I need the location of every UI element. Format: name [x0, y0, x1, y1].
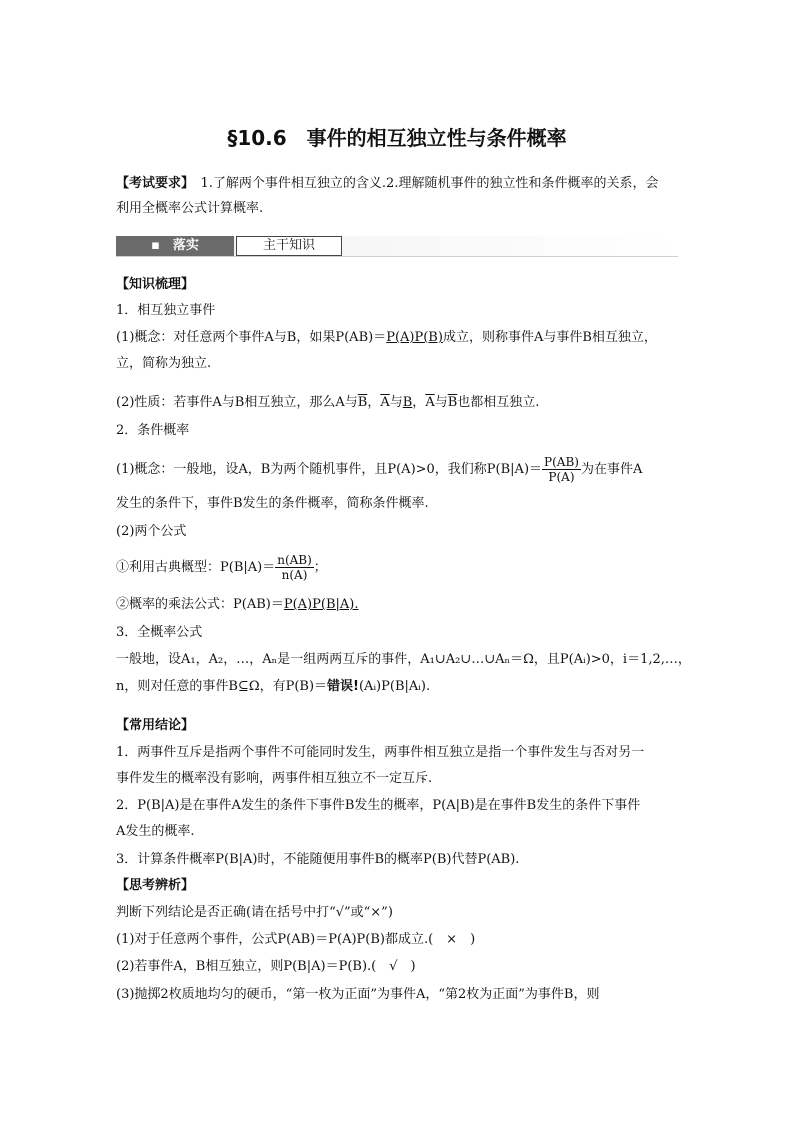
conclusion-1-line1: 1．两事件互斥是指两个事件不可能同时发生，两事件相互独立是指一个事件发生与否对另一: [116, 745, 645, 760]
section-1-heading: 1．相互独立事件: [116, 303, 216, 318]
fraction: $\frac{n(AB)}{n(A)}$: [277, 553, 312, 582]
conclusion-1-line2: 事件发生的概率没有影响，两事件相互独立不一定互斥.: [116, 771, 433, 786]
page-title: §10.6 事件的相互独立性与条件概率: [227, 126, 567, 150]
s1-concept-line1: (1)概念：对任意两个事件A与B，如果P(AB)＝P(A)P(B)成立，则称事件A与事件B相互独立，: [116, 330, 657, 345]
exam-requirement-line1: 【考试要求】 1.了解两个事件相互独立的含义.2.理解随机事件的独立性和条件概率的关系，会: [116, 176, 659, 191]
knowledge-heading: 【知识梳理】: [116, 277, 195, 292]
complement-B: $\overline{B}$: [447, 395, 458, 410]
section-2-heading: 2．条件概率: [116, 423, 190, 438]
s3-line1: 一般地，设A₁，A₂，…，Aₙ是一组两两互斥的事件，A₁∪A₂∪…∪Aₙ＝Ω，且P(Aᵢ)>0，i＝1,2,…，: [116, 652, 691, 667]
s2-two-formulas: (2)两个公式: [116, 524, 187, 539]
section-bar-tab: 主干知识: [236, 236, 342, 256]
conclusion-2-line1: 2．P(B|A)是在事件A发生的条件下事件B发生的概率，P(A|B)是在事件B发生的条件下事件: [116, 798, 641, 813]
question-3: (3)抛掷2枚质地均匀的硬币，“第一枚为正面”为事件A，“第2枚为正面”为事件B，则: [116, 987, 600, 1002]
think-intro: 判断下列结论是否正确(请在括号中打“√”或“×”): [116, 905, 393, 920]
error-marker: 错误!: [327, 679, 359, 694]
section-bar-tag: ▪ 落实: [116, 236, 234, 256]
complement-A: $\overline{A}$: [380, 395, 390, 410]
s1-concept-line2: 立，简称为独立.: [116, 356, 212, 371]
question-1: (1)对于任意两个事件，公式P(AB)＝P(A)P(B)都成立.( × ): [116, 932, 476, 947]
conclusion-3: 3．计算条件概率P(B|A)时，不能随便用事件B的概率P(B)代替P(AB).: [116, 852, 520, 867]
s2-formula-2: ②概率的乘法公式：P(AB)＝P(A)P(B|A).: [116, 597, 359, 612]
fraction: $\frac{P(AB)}{P(A)}$: [544, 455, 579, 484]
conclusion-2-line2: A发生的概率.: [116, 824, 195, 839]
complement-B: $\overline{B}$: [357, 395, 368, 410]
conclusions-heading: 【常用结论】: [116, 718, 195, 733]
section-3-heading: 3．全概率公式: [116, 625, 203, 640]
section-bar: [116, 236, 678, 257]
s1-property-line: (2)性质：若事件A与B相互独立，那么A与$\overline{B}$，$\overline{A}$与B，$\overline{A}$与$\overline{B}$也都相互独立.: [116, 395, 540, 410]
answer-blank: P(A)P(B|A).: [283, 597, 359, 612]
answer-blank: P(A)P(B): [386, 330, 443, 345]
s3-line2: n，则对任意的事件B⊆Ω，有P(B)＝错误!(Aᵢ)P(B|Aᵢ).: [116, 679, 431, 694]
answer-blank: B: [402, 395, 413, 410]
s2-concept-line2: 发生的条件下，事件B发生的条件概率，简称条件概率.: [116, 496, 429, 511]
think-heading: 【思考辨析】: [116, 878, 195, 893]
s2-concept-line1: (1)概念：一般地，设A，B为两个随机事件，且P(A)>0，我们称P(B|A)＝ $\frac{P(AB)}{P(A)}$ 为在事件A: [116, 455, 643, 484]
question-2: (2)若事件A，B相互独立，则P(B|A)＝P(B).( √ ): [116, 959, 416, 974]
s2-formula-1: ①利用古典概型：P(B|A)＝ $\frac{n(AB)}{n(A)}$ ；: [116, 553, 327, 582]
complement-A: $\overline{A}$: [425, 395, 435, 410]
exam-requirement-line2: 利用全概率公式计算概率.: [116, 201, 264, 216]
exam-requirement-label: 【考试要求】: [116, 176, 188, 191]
